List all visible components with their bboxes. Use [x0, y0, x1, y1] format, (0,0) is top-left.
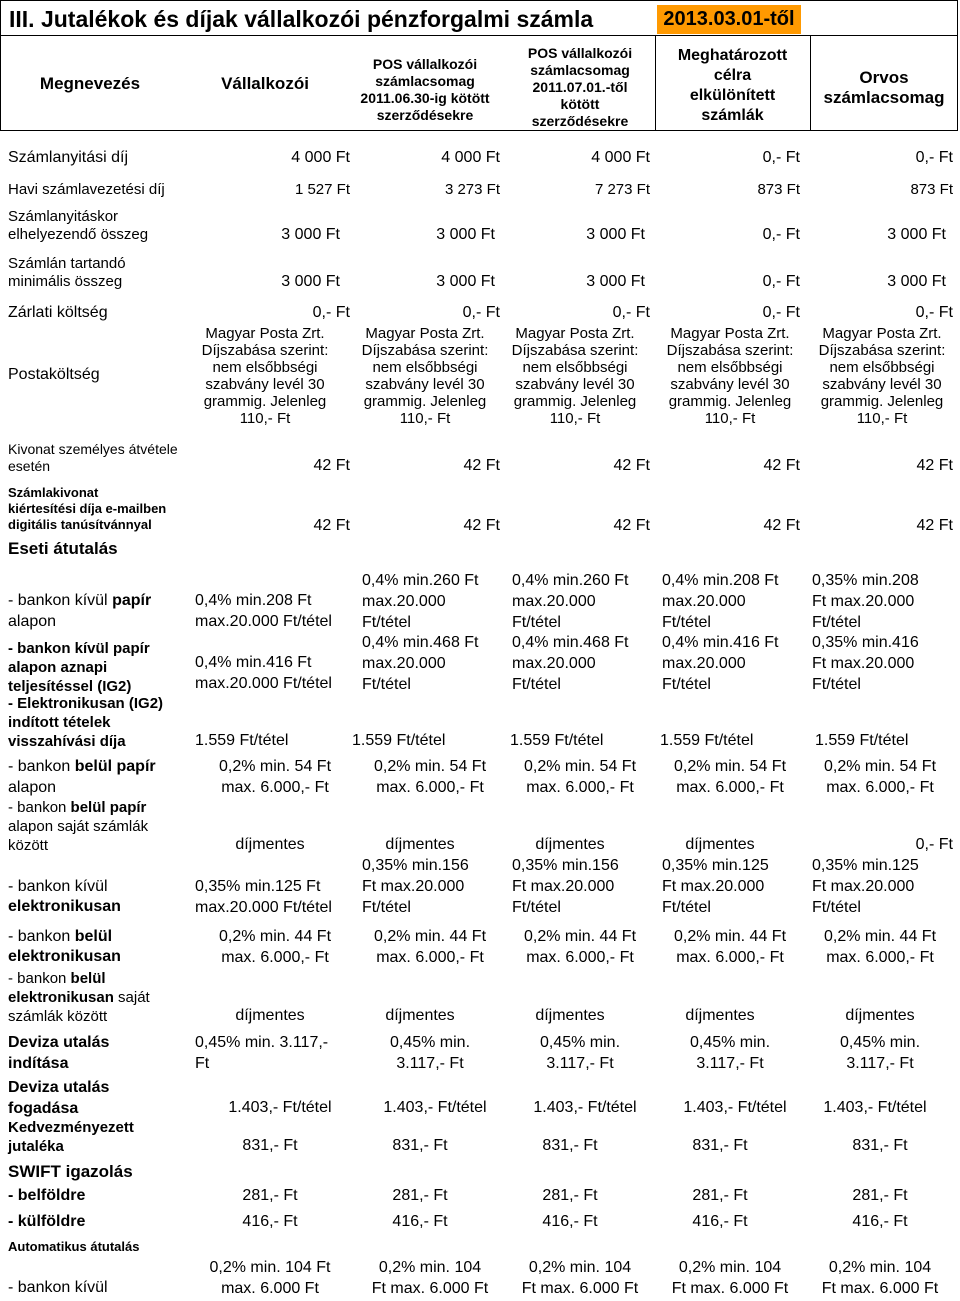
- cell: 0,2% min. 44 Ft max. 6.000,- Ft: [373, 928, 487, 966]
- cell: 1.559 Ft/tétel: [510, 732, 604, 749]
- row-label-deviza-fogadas-2: fogadása: [8, 1100, 79, 1117]
- title-bar: [0, 0, 958, 36]
- cell: 416,- Ft: [392, 1213, 448, 1230]
- posta-cell: Magyar Posta Zrt. Díjszabása szerint: nem elsőbbségi szabvány levél 30 grammig. Jelenleg 110,- Ft: [666, 325, 794, 427]
- cell: 42 Ft: [916, 517, 953, 534]
- row-label-belul-elek-sajat: - bankon belül: [8, 970, 106, 987]
- cell: 0,45% min. 3.117,- Ft: [389, 1034, 471, 1072]
- cell: 0,2% min. 104 Ft max. 6.000 Ft: [371, 1259, 489, 1297]
- row-label-deviza-inditas: Deviza utalás: [8, 1034, 110, 1051]
- cell: 1.403,- Ft/tétel: [383, 1099, 487, 1116]
- cell: 0,35% min.156 Ft max.20.000 Ft/tétel: [512, 857, 619, 916]
- row-label-belul-papir: - bankon belül papír: [8, 758, 156, 775]
- posta-cell: Magyar Posta Zrt. Díjszabása szerint: nem elsőbbségi szabvány levél 30 grammig. Jelenleg 110,- Ft: [201, 325, 329, 427]
- cell: 0,4% min.208 Ft max.20.000 Ft/tétel: [662, 572, 779, 631]
- cell: 0,- Ft: [762, 273, 800, 290]
- cell: 0,2% min. 44 Ft max. 6.000,- Ft: [218, 928, 332, 966]
- cell: 831,- Ft: [692, 1137, 748, 1154]
- cell: 3 000 Ft: [281, 226, 340, 243]
- cell: 281,- Ft: [242, 1187, 298, 1204]
- row-label-visszahivas-3: visszahívási díja: [8, 733, 126, 750]
- cell: 3 000 Ft: [586, 273, 645, 290]
- cell: 0,- Ft: [915, 836, 953, 853]
- cell: 0,4% min.416 Ft max.20.000 Ft/tétel: [195, 654, 332, 692]
- cell: 0,4% min.468 Ft max.20.000 Ft/tétel: [512, 634, 629, 693]
- cell: 3 000 Ft: [436, 273, 495, 290]
- cell: 42 Ft: [763, 457, 800, 474]
- row-label-minimalis-2: minimális összeg: [8, 273, 123, 290]
- cell: 0,- Ft: [612, 304, 650, 321]
- cell: 0,2% min. 104 Ft max. 6.000 Ft: [671, 1259, 789, 1297]
- cell: 0,- Ft: [762, 226, 800, 243]
- cell: 3 000 Ft: [887, 226, 946, 243]
- cell: 0,35% min.125 Ft max.20.000 Ft/tétel: [812, 857, 919, 916]
- cell: 4 000 Ft: [591, 149, 650, 166]
- cell: 42 Ft: [763, 517, 800, 534]
- row-label-minimalis: Számlán tartandó: [8, 255, 126, 272]
- posta-cell: Magyar Posta Zrt. Díjszabása szerint: nem elsőbbségi szabvány levél 30 grammig. Jelenleg 110,- Ft: [511, 325, 639, 427]
- cell: 42 Ft: [613, 457, 650, 474]
- row-label-kivul-elek: - bankon kívül: [8, 878, 108, 895]
- row-label-deviza-inditas-2: indítása: [8, 1055, 69, 1072]
- cell: 0,- Ft: [915, 304, 953, 321]
- row-label-nyitasi: Számlanyitási díj: [8, 149, 129, 166]
- row-label-ig2: - bankon kívül papír: [8, 640, 150, 657]
- cell: 0,2% min. 44 Ft max. 6.000,- Ft: [823, 928, 937, 966]
- cell: 0,35% min.208 Ft max.20.000 Ft/tétel: [812, 572, 919, 631]
- cell: 3 000 Ft: [887, 273, 946, 290]
- cell: 0,2% min. 54 Ft max. 6.000,- Ft: [373, 758, 487, 796]
- cell: díjmentes: [845, 1007, 915, 1024]
- cell: 0,- Ft: [762, 149, 800, 166]
- row-label-emailkivonat-2: kiértesítési díja e-mailben: [8, 501, 167, 516]
- cell: 0,4% min.416 Ft max.20.000 Ft/tétel: [662, 634, 779, 693]
- row-label-belul-elek: - bankon belül: [8, 928, 113, 945]
- row-label-kedvezmenyezett-2: jutaléka: [8, 1138, 64, 1155]
- row-label-belul-papir-sajat-2: alapon saját számlák: [8, 818, 149, 835]
- cell: díjmentes: [235, 1007, 305, 1024]
- row-label-posta: Postaköltség: [8, 366, 100, 383]
- row-label-belul-elek-2: elektronikusan: [8, 948, 121, 965]
- cell: díjmentes: [685, 836, 755, 853]
- row-label-kulfoldre: - külföldre: [8, 1213, 86, 1230]
- cell: 281,- Ft: [392, 1187, 448, 1204]
- cell: 4 000 Ft: [441, 149, 500, 166]
- cell: 0,2% min. 54 Ft max. 6.000,- Ft: [823, 758, 937, 796]
- section-automatikus: Automatikus átutalás: [8, 1239, 140, 1254]
- row-label-visszahivas: - Elektronikusan (IG2): [8, 695, 164, 712]
- cell: díjmentes: [385, 1007, 455, 1024]
- cell: 0,- Ft: [762, 304, 800, 321]
- row-label-belul-elek-sajat-3: számlák között: [8, 1008, 108, 1025]
- cell: 831,- Ft: [242, 1137, 298, 1154]
- section-swift: SWIFT igazolás: [8, 1162, 133, 1181]
- cell: 0,2% min. 104 Ft max. 6.000 Ft: [521, 1259, 639, 1297]
- col-header-orvos: Orvos számlacsomag: [823, 67, 945, 107]
- row-label-ig2-3: teljesítéssel (IG2): [8, 678, 132, 695]
- posta-cell: Magyar Posta Zrt. Díjszabása szerint: nem elsőbbségi szabvány levél 30 grammig. Jelenleg 110,- Ft: [361, 325, 489, 427]
- cell: 1 527 Ft: [294, 181, 350, 198]
- cell: 0,35% min.416 Ft max.20.000 Ft/tétel: [812, 634, 919, 693]
- cell: 42 Ft: [313, 457, 350, 474]
- row-label-emailkivonat: Számlakivonat: [8, 485, 99, 500]
- cell: 42 Ft: [916, 457, 953, 474]
- cell: 831,- Ft: [542, 1137, 598, 1154]
- cell: 416,- Ft: [852, 1213, 908, 1230]
- row-label-kivul-papir-2: alapon: [8, 613, 57, 630]
- row-label-kivonat-2: esetén: [8, 458, 51, 474]
- cell: 0,4% min.260 Ft max.20.000 Ft/tétel: [362, 572, 479, 631]
- cell: 0,- Ft: [312, 304, 350, 321]
- row-label-kivul-papir: - bankon kívül papír: [8, 592, 152, 609]
- cell: 0,45% min. 3.117,- Ft: [195, 1034, 329, 1072]
- cell: 42 Ft: [313, 517, 350, 534]
- row-label-ig2-2: alapon aznapi: [8, 659, 108, 676]
- cell: 0,2% min. 44 Ft max. 6.000,- Ft: [673, 928, 787, 966]
- cell: díjmentes: [385, 836, 455, 853]
- col-header-name: Megnevezés: [39, 73, 141, 93]
- cell: 7 273 Ft: [594, 181, 650, 198]
- cell: 416,- Ft: [242, 1213, 298, 1230]
- cell: 0,35% min.156 Ft max.20.000 Ft/tétel: [362, 857, 469, 916]
- cell: 0,4% min.208 Ft max.20.000 Ft/tétel: [195, 592, 332, 630]
- cell: 281,- Ft: [852, 1187, 908, 1204]
- cell: 0,- Ft: [462, 304, 500, 321]
- row-label-kedvezmenyezett: Kedvezményezett: [8, 1119, 134, 1136]
- row-label-visszahivas-2: indított tételek: [8, 714, 111, 731]
- cell: 0,2% min. 54 Ft max. 6.000,- Ft: [218, 758, 332, 796]
- row-label-belul-elek-sajat-2: elektronikusan saját: [8, 989, 150, 1006]
- cell: 873 Ft: [910, 181, 953, 198]
- cell: 873 Ft: [757, 181, 800, 198]
- cell: 42 Ft: [613, 517, 650, 534]
- row-label-elhelyezendo-2: elhelyezendő összeg: [8, 226, 149, 243]
- cell: díjmentes: [235, 836, 305, 853]
- cell: 0,45% min. 3.117,- Ft: [689, 1034, 771, 1072]
- row-label-belfoldre: - belföldre: [8, 1187, 86, 1204]
- cell: 42 Ft: [463, 517, 500, 534]
- cell: 0,35% min.125 Ft max.20.000 Ft/tétel: [195, 878, 332, 916]
- cell: 3 273 Ft: [444, 181, 500, 198]
- cell: 3 000 Ft: [281, 273, 340, 290]
- page-title: III. Jutalékok és díjak vállalkozói pénzforgalmi számla: [9, 6, 594, 32]
- row-label-belul-papir-sajat: - bankon belül papír: [8, 799, 147, 816]
- cell: 1.559 Ft/tétel: [352, 732, 446, 749]
- posta-cell: Magyar Posta Zrt. Díjszabása szerint: nem elsőbbségi szabvány levél 30 grammig. Jelenleg 110,- Ft: [818, 325, 946, 427]
- cell: 0,2% min. 104 Ft max. 6.000 Ft: [209, 1259, 331, 1297]
- cell: 831,- Ft: [392, 1137, 448, 1154]
- row-label-emailkivonat-3: digitális tanúsítvánnyal: [8, 517, 152, 532]
- row-label-deviza-fogadas: Deviza utalás: [8, 1079, 110, 1096]
- cell: 42 Ft: [463, 457, 500, 474]
- cell: 416,- Ft: [692, 1213, 748, 1230]
- cell: 0,2% min. 54 Ft max. 6.000,- Ft: [523, 758, 637, 796]
- cell: 1.403,- Ft/tétel: [683, 1099, 787, 1116]
- cell: 1.403,- Ft/tétel: [533, 1099, 637, 1116]
- row-label-belul-papir-sajat-3: között: [8, 837, 49, 854]
- cell: díjmentes: [535, 836, 605, 853]
- cell: 0,45% min. 3.117,- Ft: [839, 1034, 921, 1072]
- effective-date-badge: 2013.03.01-től: [657, 5, 801, 34]
- cell: 1.403,- Ft/tétel: [823, 1099, 927, 1116]
- col-header-elkulonitett: Meghatározott célra elkülönített számlák: [677, 46, 788, 124]
- cell: 0,45% min. 3.117,- Ft: [539, 1034, 621, 1072]
- section-eseti: Eseti átutalás: [8, 539, 118, 558]
- row-label-kivonat: Kivonat személyes átvétele: [8, 441, 178, 457]
- cell: 4 000 Ft: [291, 149, 350, 166]
- row-label-elhelyezendo: Számlanyitáskor: [8, 208, 119, 225]
- cell: 1.559 Ft/tétel: [195, 732, 289, 749]
- row-label-auto-kivul: - bankon kívül: [8, 1279, 108, 1296]
- cell: 0,4% min.260 Ft max.20.000 Ft/tétel: [512, 572, 629, 631]
- cell: 1.403,- Ft/tétel: [228, 1099, 332, 1116]
- col-header-pos-new: POS vállalkozói számlacsomag 2011.07.01.-től kötött szerződésekre: [527, 45, 633, 129]
- cell: díjmentes: [535, 1007, 605, 1024]
- cell: 281,- Ft: [692, 1187, 748, 1204]
- cell: 0,2% min. 54 Ft max. 6.000,- Ft: [673, 758, 787, 796]
- col-header-pos-old: POS vállalkozói számlacsomag 2011.06.30-ig kötött szerződésekre: [360, 55, 490, 123]
- cell: 1.559 Ft/tétel: [815, 732, 909, 749]
- cell: 1.559 Ft/tétel: [660, 732, 754, 749]
- cell: 0,4% min.468 Ft max.20.000 Ft/tétel: [362, 634, 479, 693]
- cell: 0,2% min. 104 Ft max. 6.000 Ft: [821, 1259, 939, 1297]
- row-label-belul-papir-2: alapon: [8, 779, 57, 796]
- cell: 3 000 Ft: [586, 226, 645, 243]
- row-label-havi: Havi számlavezetési díj: [8, 181, 165, 198]
- cell: díjmentes: [685, 1007, 755, 1024]
- row-label-kivul-elek-2: elektronikusan: [8, 898, 121, 915]
- row-label-zarlati: Zárlati költség: [8, 304, 108, 321]
- cell: 0,- Ft: [915, 149, 953, 166]
- cell: 3 000 Ft: [436, 226, 495, 243]
- cell: 0,2% min. 44 Ft max. 6.000,- Ft: [523, 928, 637, 966]
- cell: 416,- Ft: [542, 1213, 598, 1230]
- cell: 281,- Ft: [542, 1187, 598, 1204]
- col-header-vallalkozoi: Vállalkozói: [221, 73, 309, 93]
- cell: 831,- Ft: [852, 1137, 908, 1154]
- cell: 0,35% min.125 Ft max.20.000 Ft/tétel: [662, 857, 769, 916]
